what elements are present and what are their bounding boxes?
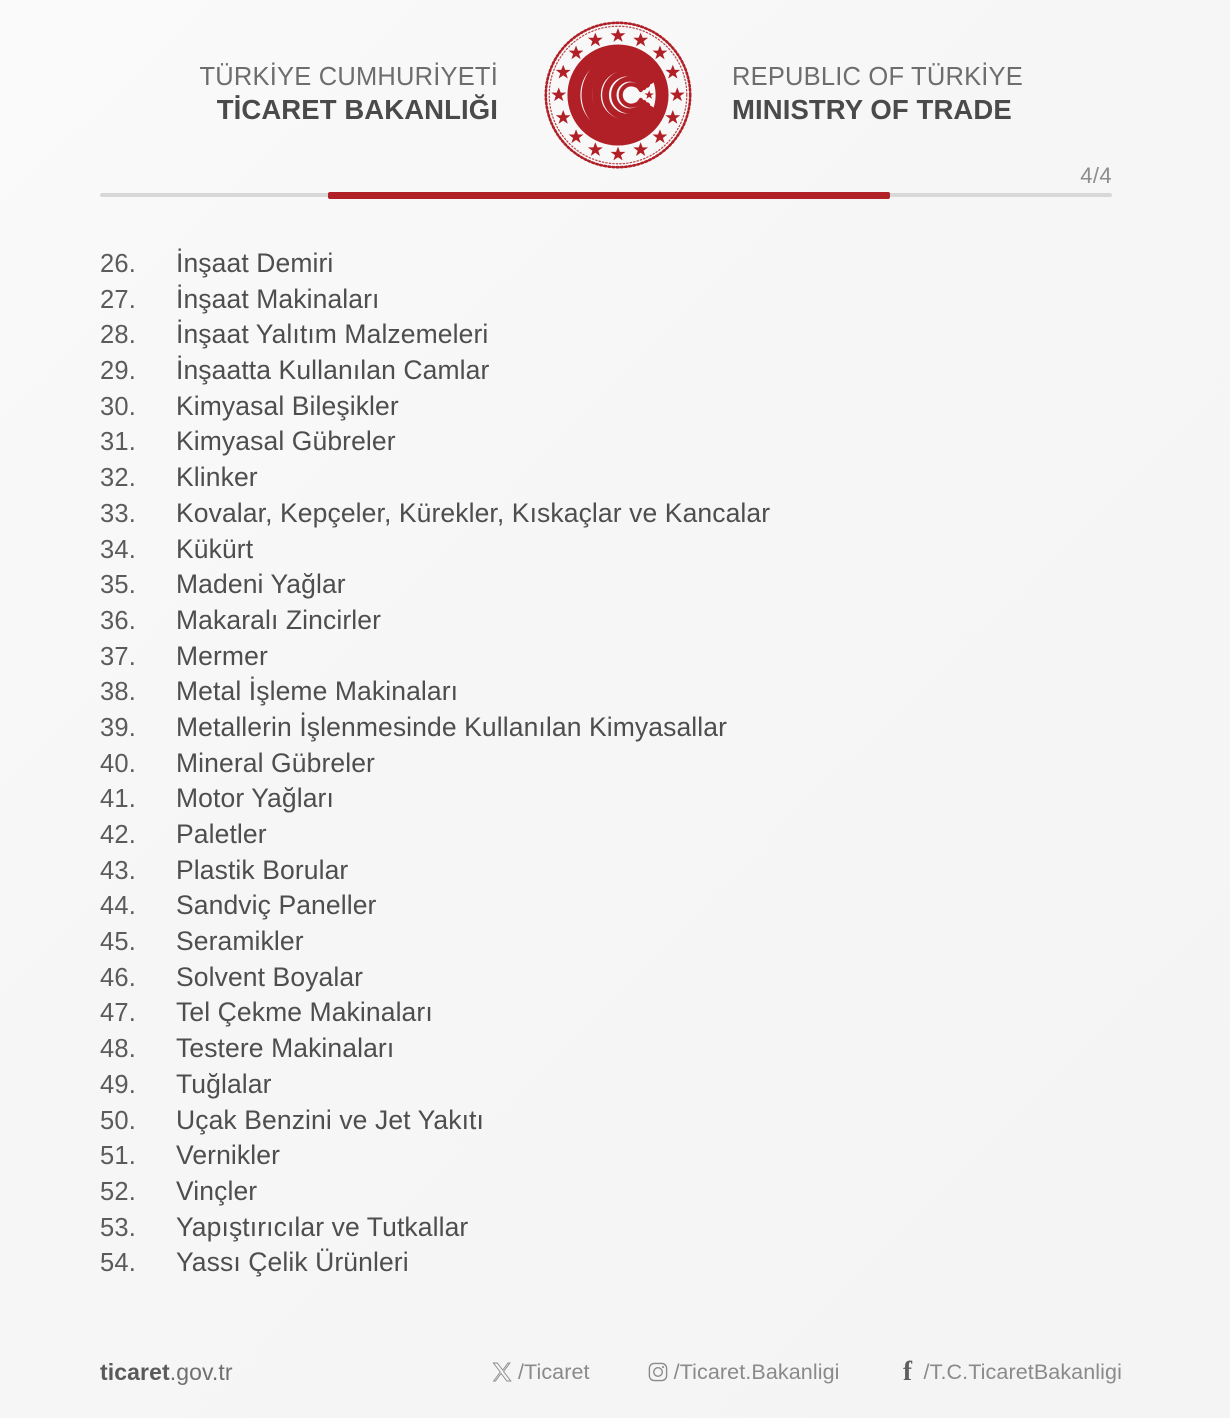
list-item-label: Motor Yağları [176,783,334,814]
list-item-number: 42. [100,821,137,849]
list-item-label: Kovalar, Kepçeler, Kürekler, Kıskaçlar ve Kancalar [176,497,771,528]
facebook-icon [896,1355,920,1386]
list-item-label: Tuğlalar [176,1068,272,1099]
website-url-bold: ticaret [100,1358,170,1385]
list-item-label: Uçak Benzini ve Jet Yakıtı [176,1104,484,1135]
brand-turkish [106,62,542,128]
list-item [100,496,1120,532]
list-item [100,639,1120,675]
list-item-number: 52. [100,1177,137,1206]
website-url-rest: .gov.tr [169,1358,233,1385]
social-links [490,1355,1122,1386]
list-item [100,1031,1120,1067]
instagram-icon [646,1360,670,1384]
list-item [100,817,1120,853]
document-footer [100,1352,1122,1392]
list-item [100,1245,1120,1281]
list-item-number: 32. [100,464,137,493]
list-item [100,1138,1120,1174]
list-item-number: 37. [100,642,137,671]
list-item-label: Plastik Borular [176,854,349,885]
turkey-ministry-of-trade-emblem-icon [542,19,694,171]
list-item [100,710,1120,746]
page-indicator: 4/4 [1080,163,1112,188]
list-item-number: 54. [100,1249,137,1278]
list-item [100,603,1120,639]
list-item [100,282,1120,318]
social-link-x[interactable] [490,1360,590,1385]
list-item-number: 44. [100,892,137,921]
list-item-number: 49. [100,1070,137,1099]
list-item-number: 34. [100,535,137,564]
list-item-number: 31. [100,428,137,457]
list-item-label: Tel Çekme Makinaları [176,997,433,1028]
list-item-label: Makaralı Zincirler [176,604,382,635]
list-item-number: 40. [100,749,137,778]
list-item [100,424,1120,460]
list-item-label: Paletler [176,819,267,849]
list-item [100,960,1120,996]
list-item-number: 39. [100,713,137,742]
list-item-label: Yassı Çelik Ürünleri [176,1247,409,1278]
list-item-number: 33. [100,499,137,528]
list-item-number: 36. [100,606,137,635]
list-item [100,246,1120,282]
list-item-label: Metal İşleme Makinaları [176,676,459,707]
social-handle-instagram: /Ticaret.Bakanligi [673,1359,840,1384]
list-item-number: 35. [100,571,137,600]
list-item [100,781,1120,817]
brand-turkish-line1: TÜRKİYE CUMHURİYETİ [199,62,498,91]
list-item-number: 43. [100,856,137,885]
list-item-label: Klinker [176,462,258,493]
list-item-label: Kimyasal Bileşikler [176,390,399,421]
list-item-number: 27. [100,285,137,314]
list-item-label: Sandviç Paneller [176,890,377,921]
list-item [100,853,1120,889]
brand-english-line1: REPUBLIC OF TÜRKİYE [732,62,1023,91]
list-item [100,1103,1120,1139]
list-item [100,995,1120,1031]
document-header [0,22,1230,167]
list-item [100,317,1120,353]
x-twitter-icon [490,1360,514,1384]
brand-turkish-line2: TİCARET BAKANLIĞI [216,94,498,126]
website-url[interactable] [100,1359,233,1386]
list-item-number: 53. [100,1213,137,1242]
list-item [100,532,1120,568]
list-item-label: İnşaat Demiri [176,248,334,278]
brand-english [694,62,1124,128]
list-item-label: İnşaat Yalıtım Malzemeleri [176,319,489,350]
divider-accent [328,192,890,199]
list-item [100,389,1120,425]
header-divider [100,192,1112,199]
facebook-f-glyph: f [902,1355,913,1386]
social-link-facebook[interactable] [896,1355,1122,1386]
list-item-label: Testere Makinaları [176,1033,395,1064]
social-handle-facebook: /T.C.TicaretBakanligi [923,1359,1122,1384]
list-item [100,1174,1120,1210]
list-item [100,674,1120,710]
list-item [100,1067,1120,1103]
list-item [100,746,1120,782]
list-item-label: İnşaatta Kullanılan Camlar [176,355,490,386]
header-branding [106,19,1124,171]
list-item-number: 46. [100,963,137,992]
list-item-label: Madeni Yağlar [176,569,346,600]
list-item [100,1210,1120,1246]
list-item-number: 29. [100,357,137,386]
list-item-label: Mineral Gübreler [176,747,375,778]
brand-english-line2: MINISTRY OF TRADE [732,94,1012,126]
list-item-label: İnşaat Makinaları [176,283,380,314]
list-item-number: 41. [100,785,137,814]
list-item-number: 45. [100,928,137,957]
list-item-label: Kimyasal Gübreler [176,426,396,457]
list-item-label: Yapıştırıcılar ve Tutkallar [176,1211,469,1242]
list-item-number: 50. [100,1106,137,1135]
numbered-product-list [100,246,1120,1281]
list-item-label: Mermer [176,640,268,671]
list-item-number: 48. [100,1035,137,1064]
list-item [100,924,1120,960]
list-item-number: 30. [100,392,137,421]
list-item [100,460,1120,496]
list-item-number: 28. [100,321,137,350]
list-item-label: Solvent Boyalar [176,961,364,992]
social-handle-x: /Ticaret [517,1359,590,1384]
list-item [100,353,1120,389]
list-item-label: Vinçler [176,1175,258,1206]
list-item [100,888,1120,924]
list-item-label: Vernikler [176,1140,281,1171]
social-link-instagram[interactable] [646,1360,840,1385]
list-item-number: 51. [100,1142,137,1171]
list-item-label: Seramikler [176,926,304,957]
list-item-number: 38. [100,678,137,707]
list-item-number: 47. [100,999,137,1028]
list-item [100,567,1120,603]
list-item-label: Metallerin İşlenmesinde Kullanılan Kimyasallar [176,711,728,742]
list-item-number: 26. [100,250,137,278]
list-item-label: Kükürt [176,533,254,564]
